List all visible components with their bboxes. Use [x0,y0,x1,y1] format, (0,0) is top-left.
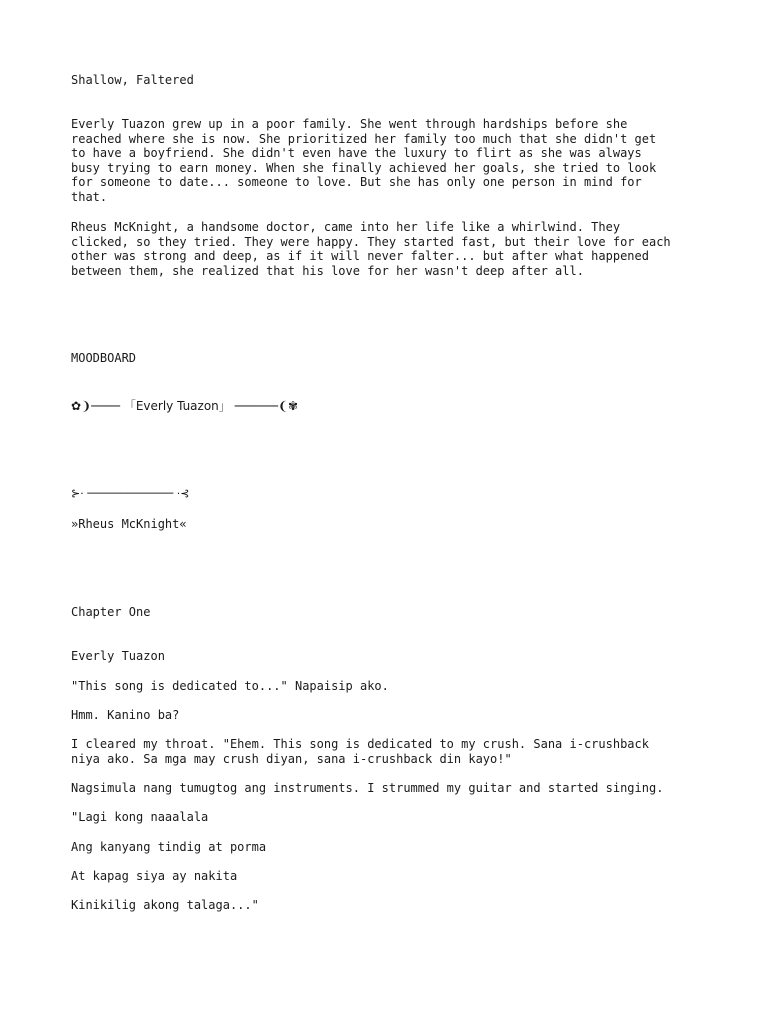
lyric-line-1: "Lagi kong naaalala [71,810,209,824]
blurb-paragraph-1: Everly Tuazon grew up in a poor family. She went through hardships before she reached where she is now. She prioritized her family too much that she didn't get to have a boyfriend. She didn't even have the luxury to flirt as she was always busy trying to earn money. When she finally achieved her goals, she tried to look for someone to date... someone to love. But she has only one person in mind for that. [71,117,657,204]
blurb-paragraph-2: Rheus McKnight, a handsome doctor, came into her life like a whirlwind. They clicked, so they tried. They were happy. They started fast, but their love for each other was strong and deep, as if it will never falter... but after what happened between them, she realized that his love for her wasn't deep after all. [71,220,671,278]
everly-divider: ✿❩──── 「Everly Tuazon」 ──────❨✾ [71,399,299,413]
chapter-pov: Everly Tuazon [71,649,165,663]
rheus-divider: ⊱· ───────────── ·⊰ [71,487,190,500]
lyric-line-2: Ang kanyang tindig at porma [71,840,267,854]
chapter-heading: Chapter One [71,605,151,619]
chapter-paragraph-4: Nagsimula nang tumugtog ang instruments. I strummed my guitar and started singing. [71,781,664,795]
chapter-paragraph-3: I cleared my throat. "Ehem. This song is dedicated to my crush. Sana i-crushback niya ako. Sa mga may crush diyan, sana i-crushback din kayo!" [71,737,649,766]
chapter-paragraph-1: "This song is dedicated to..." Napaisip ako. [71,679,389,693]
book-title: Shallow, Faltered [71,73,194,87]
chapter-paragraph-2: Hmm. Kanino ba? [71,708,180,722]
moodboard-heading: MOODBOARD [71,351,137,365]
lyric-line-4: Kinikilig akong talaga..." [71,898,259,912]
lyric-line-3: At kapag siya ay nakita [71,869,238,883]
rheus-name: »Rheus McKnight« [71,517,187,531]
